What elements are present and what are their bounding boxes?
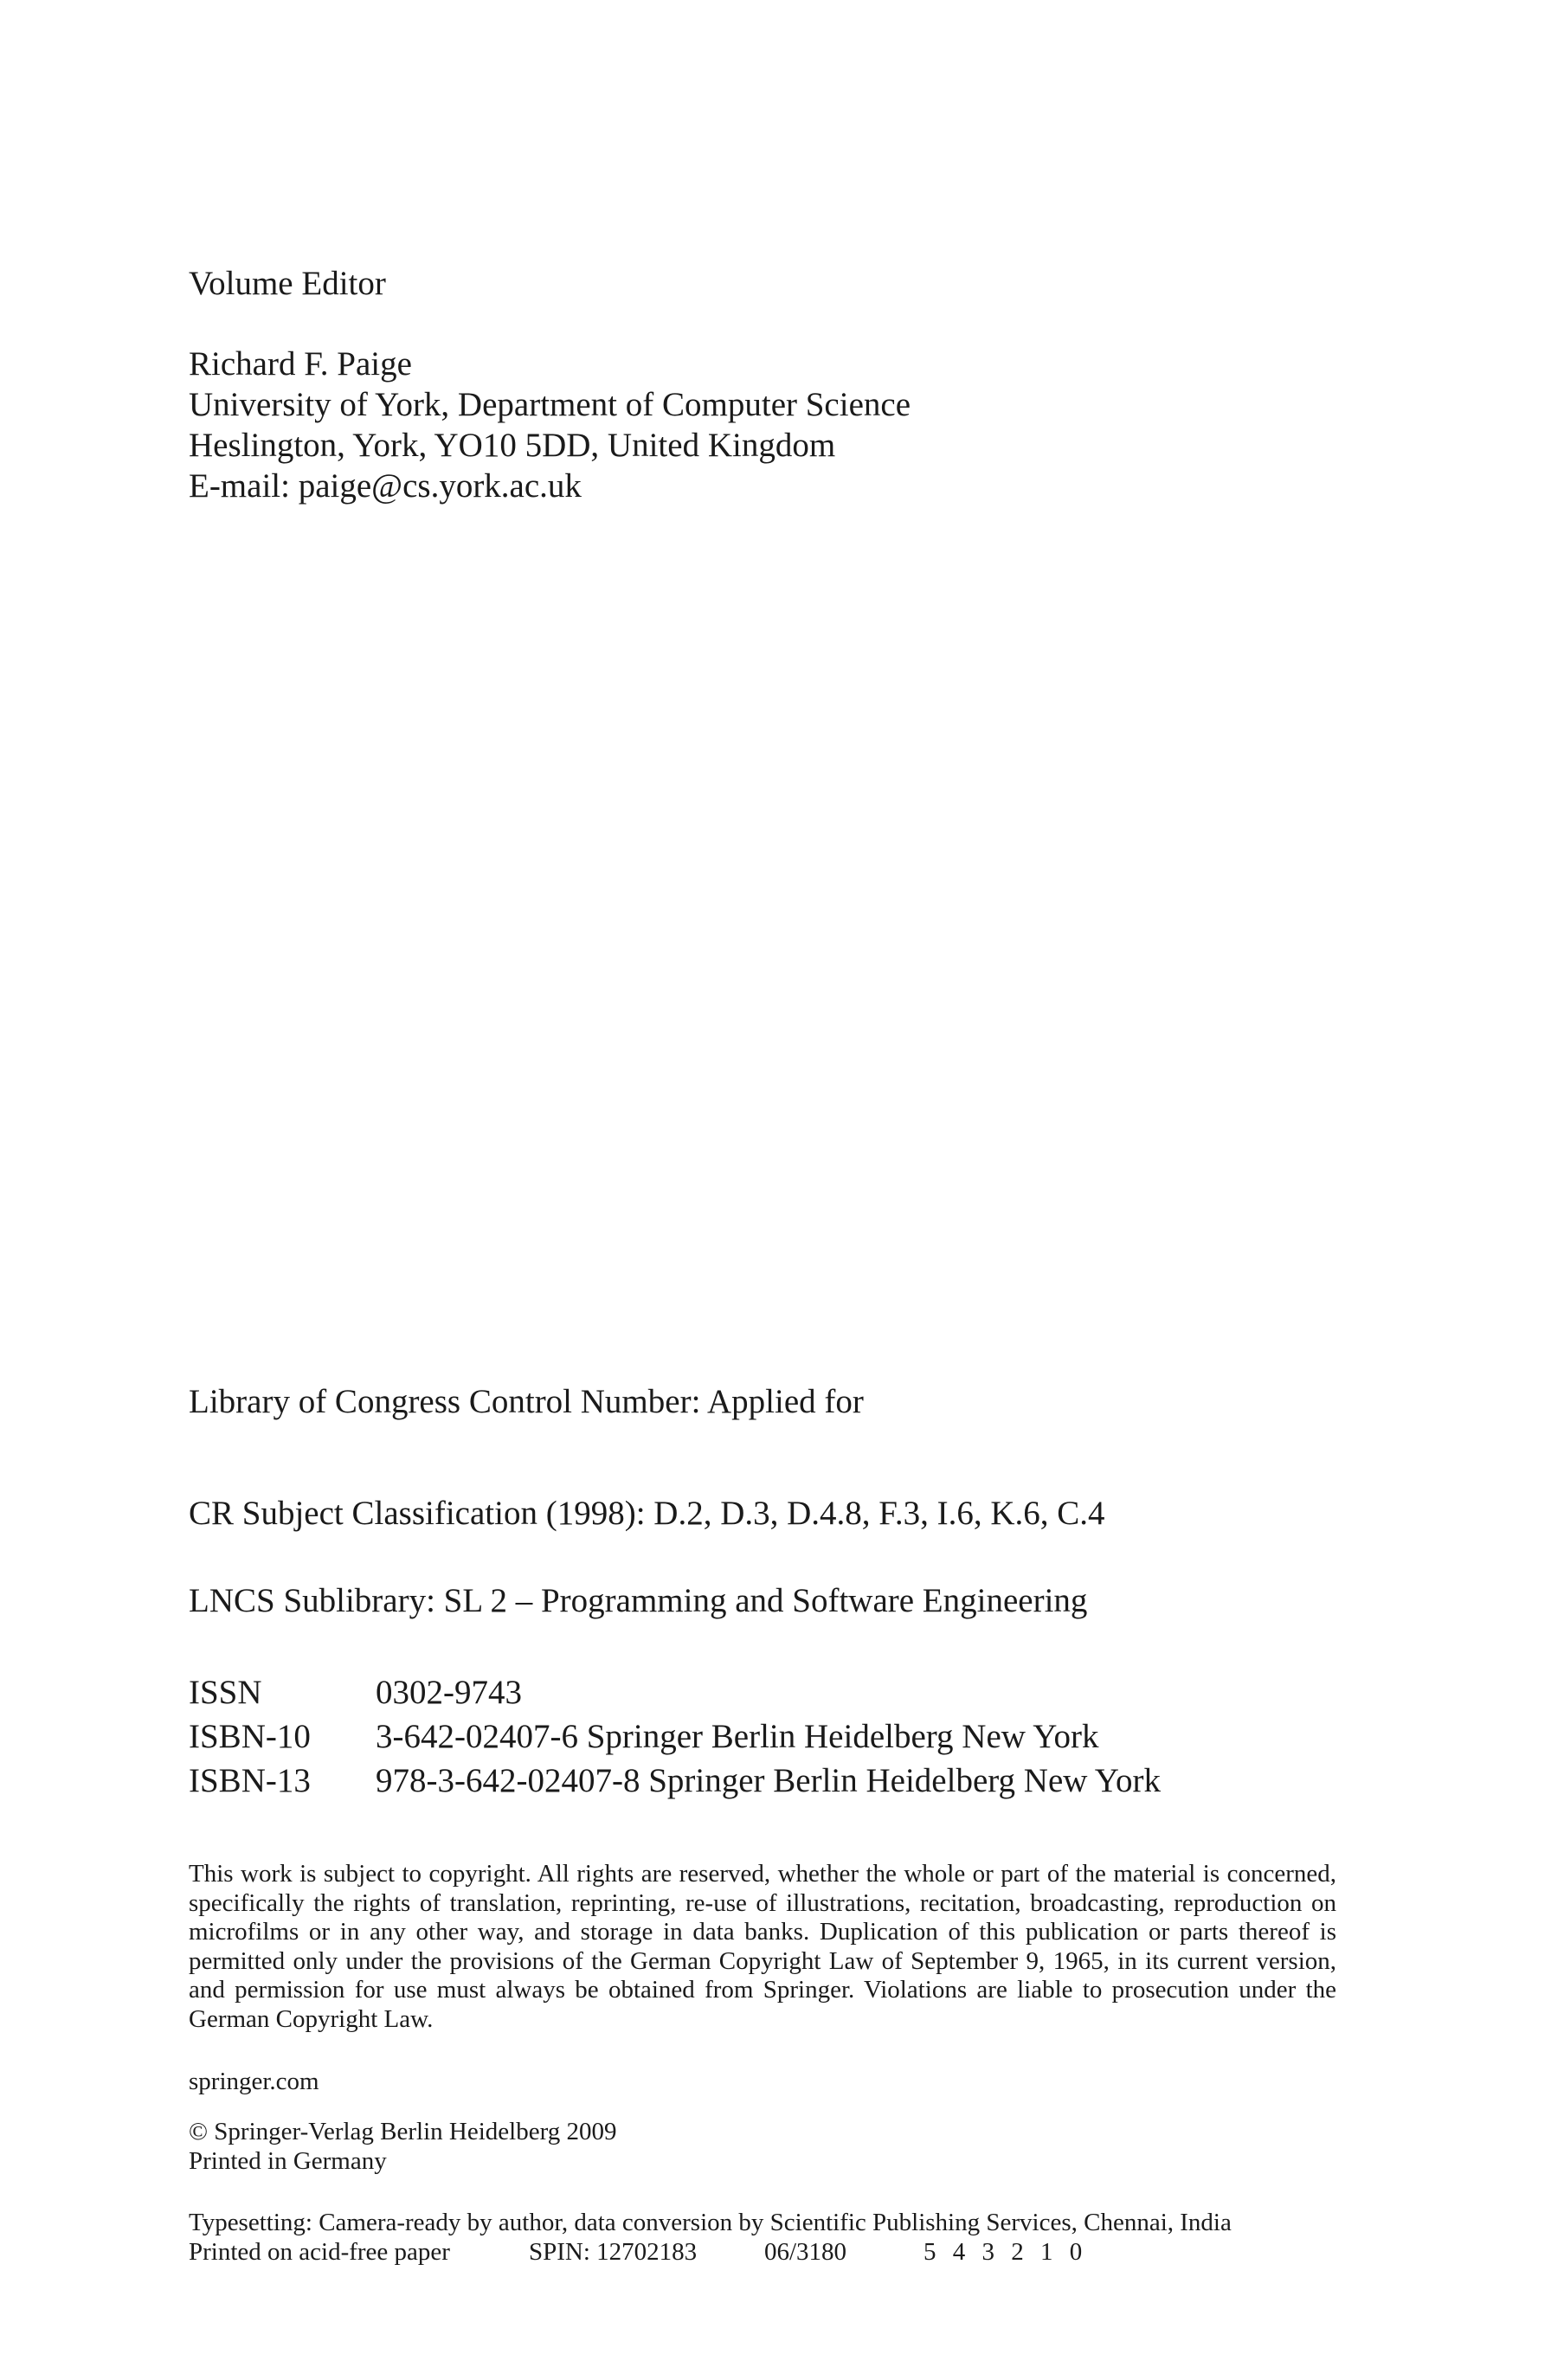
editor-address: Heslington, York, YO10 5DD, United Kingdom — [189, 427, 836, 464]
print-code: 06/3180 — [764, 2237, 847, 2266]
identifier-value: 0302-9743 — [376, 1674, 522, 1711]
identifier-row-isbn10 — [189, 1714, 1161, 1759]
print-run: 5 4 3 2 1 0 — [924, 2237, 1088, 2266]
printing-info-row — [189, 2238, 1232, 2267]
identifier-value: 3-642-02407-6 Springer Berlin Heidelberg New York — [376, 1718, 1099, 1755]
identifier-label: ISBN-10 — [189, 1718, 311, 1755]
identifier-label: ISSN — [189, 1674, 262, 1711]
printed-on-paper: Printed on acid-free paper — [189, 2237, 450, 2266]
editor-affiliation: University of York, Department of Computer Science — [189, 386, 911, 423]
typesetting-line: Typesetting: Camera-ready by author, data conversion by Scientific Publishing Services, Chennai, India — [189, 2209, 1232, 2236]
volume-editor-block — [189, 263, 911, 506]
lncs-sublibrary: LNCS Sublibrary: SL 2 – Programming and Software Engineering — [189, 1582, 1088, 1619]
library-of-congress-line: Library of Congress Control Number: Applied for — [189, 1383, 864, 1420]
spin-number: SPIN: 12702183 — [529, 2237, 698, 2266]
identifier-label: ISBN-13 — [189, 1762, 311, 1799]
identifier-row-issn — [189, 1670, 1161, 1714]
springer-website: springer.com — [189, 2068, 319, 2095]
cr-subject-classification: CR Subject Classification (1998): D.2, D.3, D.4.8, F.3, I.6, K.6, C.4 — [189, 1495, 1105, 1532]
copyright-block — [189, 2118, 616, 2176]
identifier-row-isbn13 — [189, 1759, 1161, 1803]
typesetting-block — [189, 2209, 1232, 2267]
identifier-value: 978-3-642-02407-8 Springer Berlin Heidelberg New York — [376, 1762, 1161, 1799]
copyright-notice: This work is subject to copyright. All rights are reserved, whether the whole or part of the material is concerned, specifically the rights of translation, reprinting, re-use of illustrations, recitation, broadcasting, reproduction on microfilms or in any other way, and storage in data banks. Duplication of this publication or parts thereof is permitted only under the provisions of the German Copyright Law of September 9, 1965, in its current version, and permission for use must always be obtained from Springer. Violations are liable to prosecution under the German Copyright Law. — [189, 1860, 1336, 2033]
printed-in-line: Printed in Germany — [189, 2146, 387, 2175]
copyright-line: © Springer-Verlag Berlin Heidelberg 2009 — [189, 2118, 617, 2145]
identifiers-table — [189, 1670, 1161, 1803]
volume-editor-heading: Volume Editor — [189, 265, 386, 302]
editor-email: E-mail: paige@cs.york.ac.uk — [189, 467, 582, 505]
editor-name: Richard F. Paige — [189, 345, 412, 383]
